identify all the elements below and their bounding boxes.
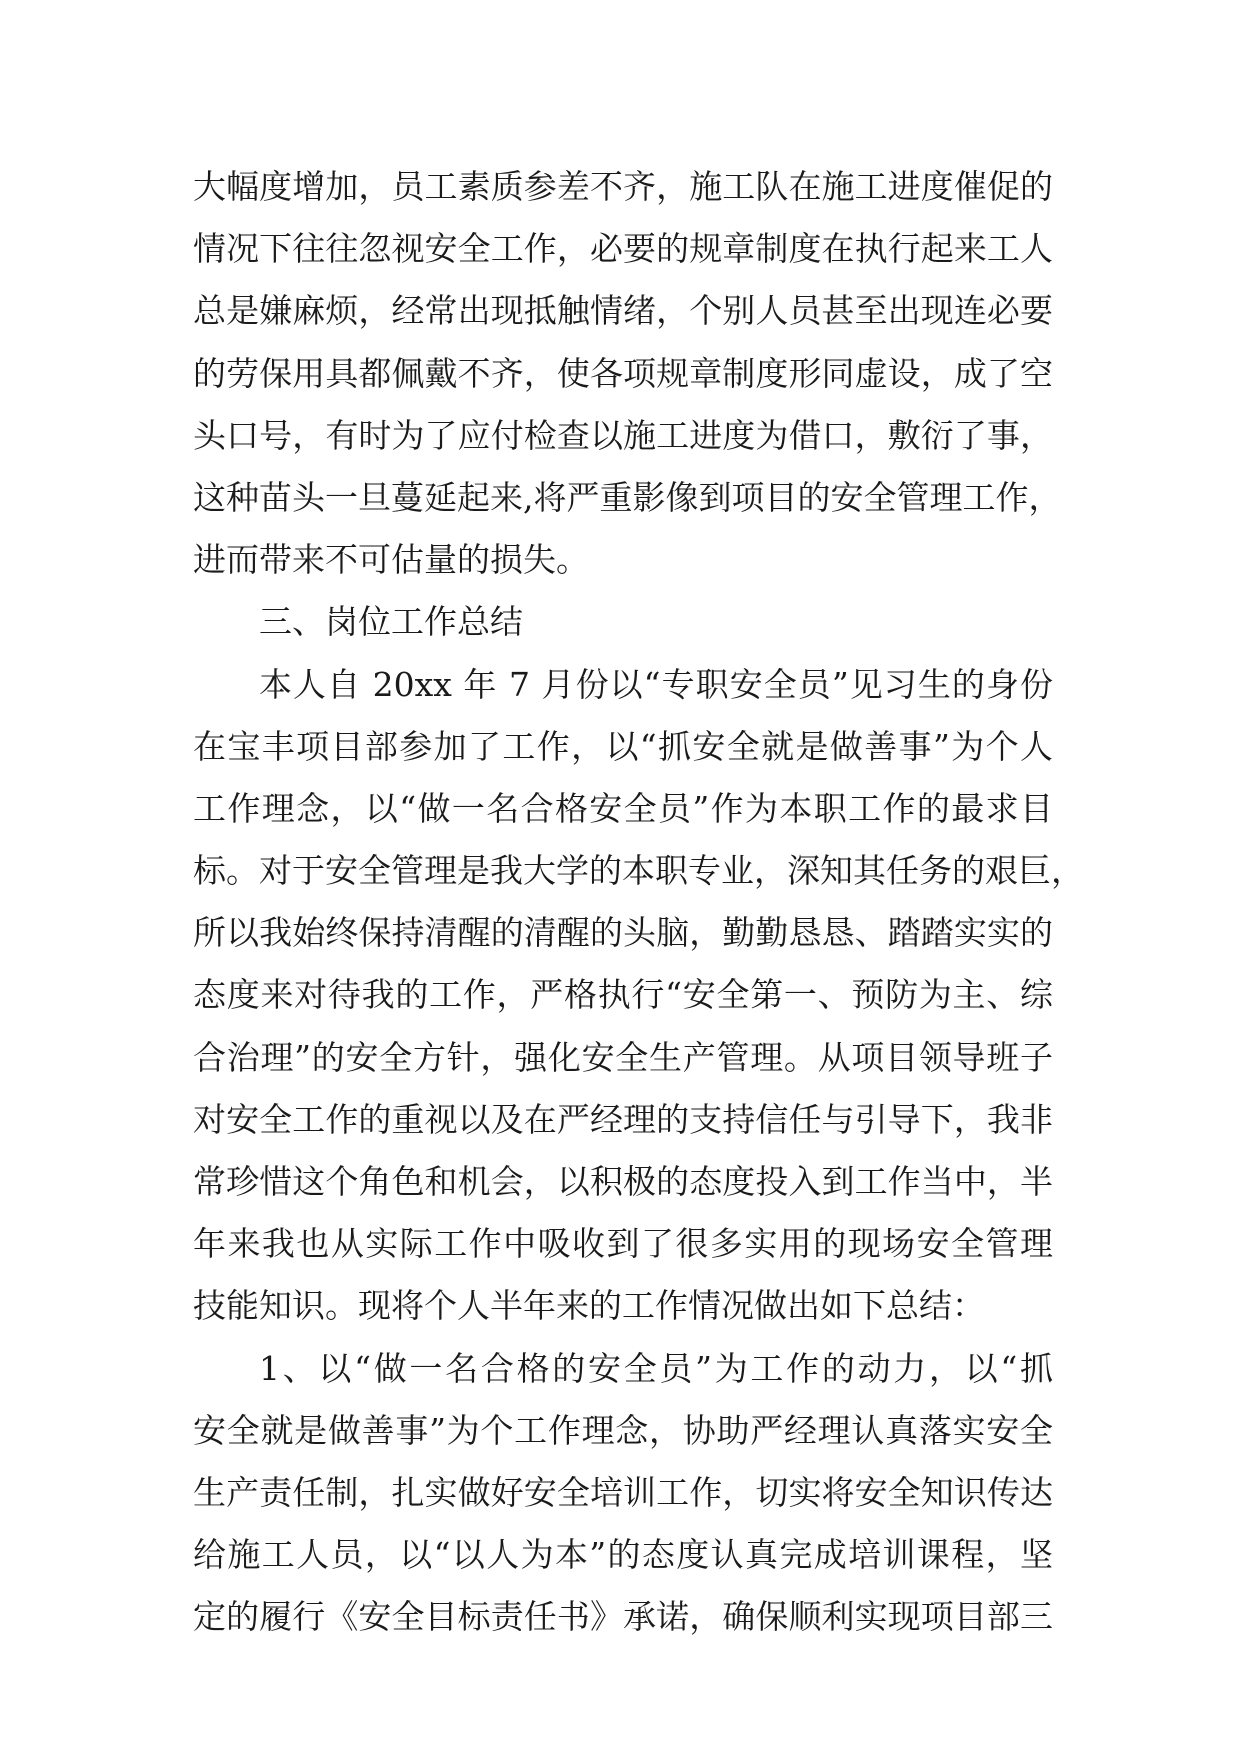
- paragraph-first-line: 1、以“做一名合格的安全员”为工作的动力，以“抓: [259, 1348, 1053, 1388]
- text-line: 定的履行《安全目标责任书》承诺，确保顺利实现项目部三: [193, 1597, 1053, 1637]
- text-line: 所以我始终保持清醒的清醒的头脑，勤勤恳恳、踏踏实实的: [193, 913, 1053, 953]
- text-line: 进而带来不可估量的损失。: [193, 540, 589, 580]
- text-line: 在宝丰项目部参加了工作，以“抓安全就是做善事”为个人: [193, 726, 1053, 766]
- text-line: 总是嫌麻烦，经常出现抵触情绪，个别人员甚至出现连必要: [193, 291, 1053, 331]
- text-line: 的劳保用具都佩戴不齐，使各项规章制度形同虚设，成了空: [193, 353, 1053, 393]
- text-line: 工作理念，以“做一名合格安全员”作为本职工作的最求目: [193, 788, 1053, 828]
- text-line: 年来我也从实际工作中吸收到了很多实用的现场安全管理: [193, 1224, 1053, 1264]
- text-line: 合治理”的安全方针，强化安全生产管理。从项目领导班子: [193, 1037, 1053, 1077]
- text-line: 生产责任制，扎实做好安全培训工作，切实将安全知识传达: [193, 1472, 1053, 1512]
- text-line: 情况下往往忽视安全工作，必要的规章制度在执行起来工人: [193, 229, 1053, 269]
- text-line: 标。对于安全管理是我大学的本职专业，深知其任务的艰巨，: [193, 851, 1084, 891]
- text-line: 头口号，有时为了应付检查以施工进度为借口，敷衍了事，: [193, 415, 1053, 455]
- text-line: 常珍惜这个角色和机会，以积极的态度投入到工作当中，半: [193, 1162, 1053, 1201]
- paragraph-first-line: 本人自 20xx 年 7 月份以“专职安全员”见习生的身份: [259, 664, 1053, 704]
- body-text: [193, 156, 1084, 1649]
- text-line: 态度来对待我的工作，严格执行“安全第一、预防为主、综: [193, 975, 1053, 1015]
- text-line: 对安全工作的重视以及在严经理的支持信任与引导下，我非: [193, 1099, 1053, 1139]
- text-line: 技能知识。现将个人半年来的工作情况做出如下总结：: [193, 1286, 985, 1326]
- text-line: 这种苗头一旦蔓延起来,将严重影像到项目的安全管理工作，: [193, 477, 1062, 517]
- section-heading: 三、岗位工作总结: [259, 602, 523, 642]
- text-line: 给施工人员，以“以人为本”的态度认真完成培训课程，坚: [193, 1535, 1053, 1575]
- text-line: 大幅度增加，员工素质参差不齐，施工队在施工进度催促的: [193, 167, 1053, 206]
- text-line: 安全就是做善事”为个工作理念，协助严经理认真落实安全: [193, 1410, 1053, 1450]
